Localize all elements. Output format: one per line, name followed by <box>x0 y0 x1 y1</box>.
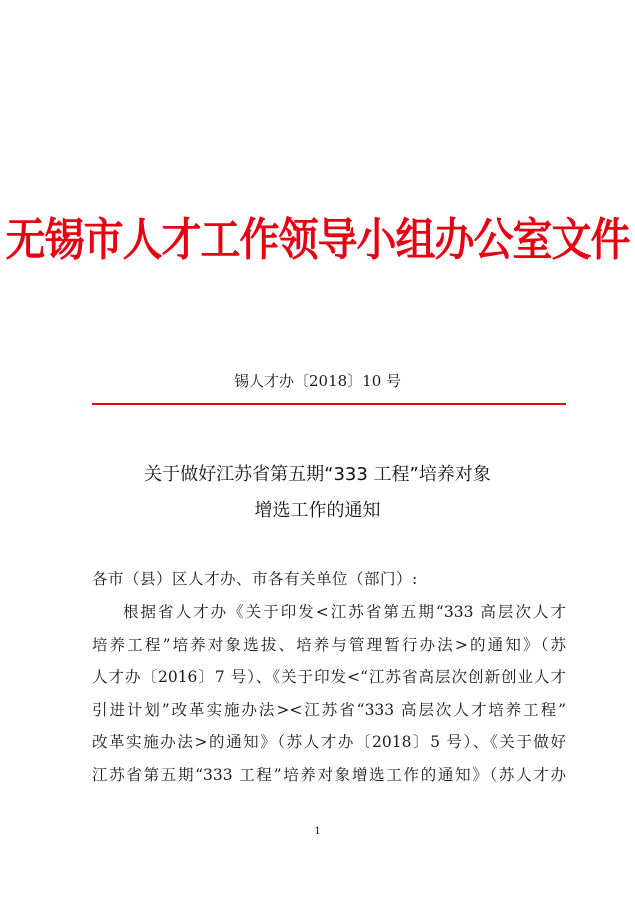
body-paragraph <box>92 596 566 791</box>
body-line: 根据省人才办《关于印发<江苏省第五期“333 高层次人才 <box>123 603 566 621</box>
body-line: 江苏省第五期“333 工程”培养对象增选工作的通知》（苏人才办 <box>92 765 566 784</box>
issuer-red-header: 无锡市人才工作领导小组办公室文件 <box>5 214 630 267</box>
notice-title-line-2: 增选工作的通知 <box>254 500 381 521</box>
page-number: 1 <box>314 826 321 837</box>
salutation: 各市（县）区人才办、市各有关单位（部门）: <box>92 570 418 588</box>
body-line: 改革实施办法>的通知》（苏人才办〔2018〕5 号）、《关于做好 <box>92 733 566 751</box>
body-line: 引进计划”改革实施办法><江苏省“333 高层次人才培养工程” <box>92 700 566 719</box>
document-number: 锡人才办〔2018〕10 号 <box>233 372 402 390</box>
body-line: 人才办〔2016〕7 号）、《关于印发<“江苏省高层次创新创业人才 <box>92 668 566 686</box>
body-line: 培养工程”培养对象选拔、培养与管理暂行办法>的通知》（苏 <box>92 635 566 654</box>
red-divider-rule <box>92 403 566 405</box>
notice-title-line-1: 关于做好江苏省第五期“333 工程”培养对象 <box>144 464 491 485</box>
